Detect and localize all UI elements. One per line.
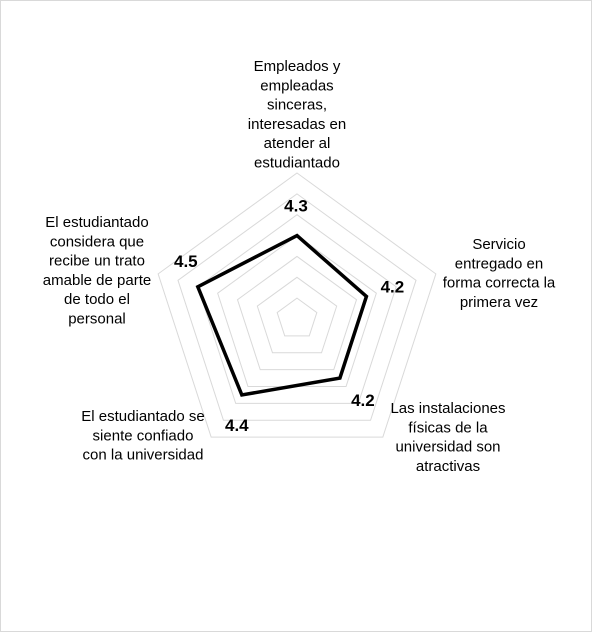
axis-label-4	[81, 408, 204, 464]
axis-label-line: entregado en	[454, 255, 544, 273]
axis-label-line: forma correcta la	[442, 274, 556, 292]
axis-label-line: El estudiantado	[45, 214, 149, 231]
axis-label-line: El estudiantado se	[81, 408, 205, 425]
axis-label-line: atender al	[263, 135, 331, 153]
axis-label-line: de todo el	[64, 291, 130, 309]
grid-ring	[257, 277, 336, 352]
axis-label-line: sinceras,	[266, 96, 328, 114]
axis-label-line: Servicio	[472, 236, 526, 253]
axis-label-line: atractivas	[415, 457, 481, 475]
radar-chart	[1, 1, 591, 631]
axis-label-line: recibe un trato	[49, 252, 145, 270]
axis-label-line: considera que	[49, 233, 145, 251]
data-label-2: 4.2	[380, 277, 405, 297]
axis-label-line: personal	[68, 310, 126, 328]
grid-ring	[198, 215, 396, 404]
axis-label-1	[248, 58, 346, 172]
axis-label-line: estudiantado	[254, 154, 340, 172]
axis-label-line: Empleados y	[253, 58, 341, 75]
axis-label-line: físicas de la	[408, 419, 488, 437]
data-label-1: 4.3	[284, 196, 308, 216]
axis-label-line: siente confiado	[92, 427, 194, 445]
axis-label-line: universidad son	[395, 438, 501, 456]
grid-ring	[277, 298, 317, 336]
axis-label-line: empleadas	[260, 77, 334, 95]
axis-label-5	[43, 214, 151, 328]
data-label-4: 4.4	[225, 415, 249, 435]
axis-label-line: primera vez	[459, 293, 539, 311]
data-label-5: 4.5	[173, 251, 198, 271]
series-line	[198, 236, 367, 395]
axis-label-2	[443, 236, 556, 311]
axis-label-line: con la universidad	[82, 446, 204, 464]
axis-label-3	[390, 400, 505, 475]
data-label-3: 4.2	[351, 391, 375, 411]
axis-label-line: amable de parte	[42, 271, 152, 289]
axis-label-line: interesadas en	[247, 115, 347, 133]
axis-label-line: Las instalaciones	[390, 400, 506, 417]
